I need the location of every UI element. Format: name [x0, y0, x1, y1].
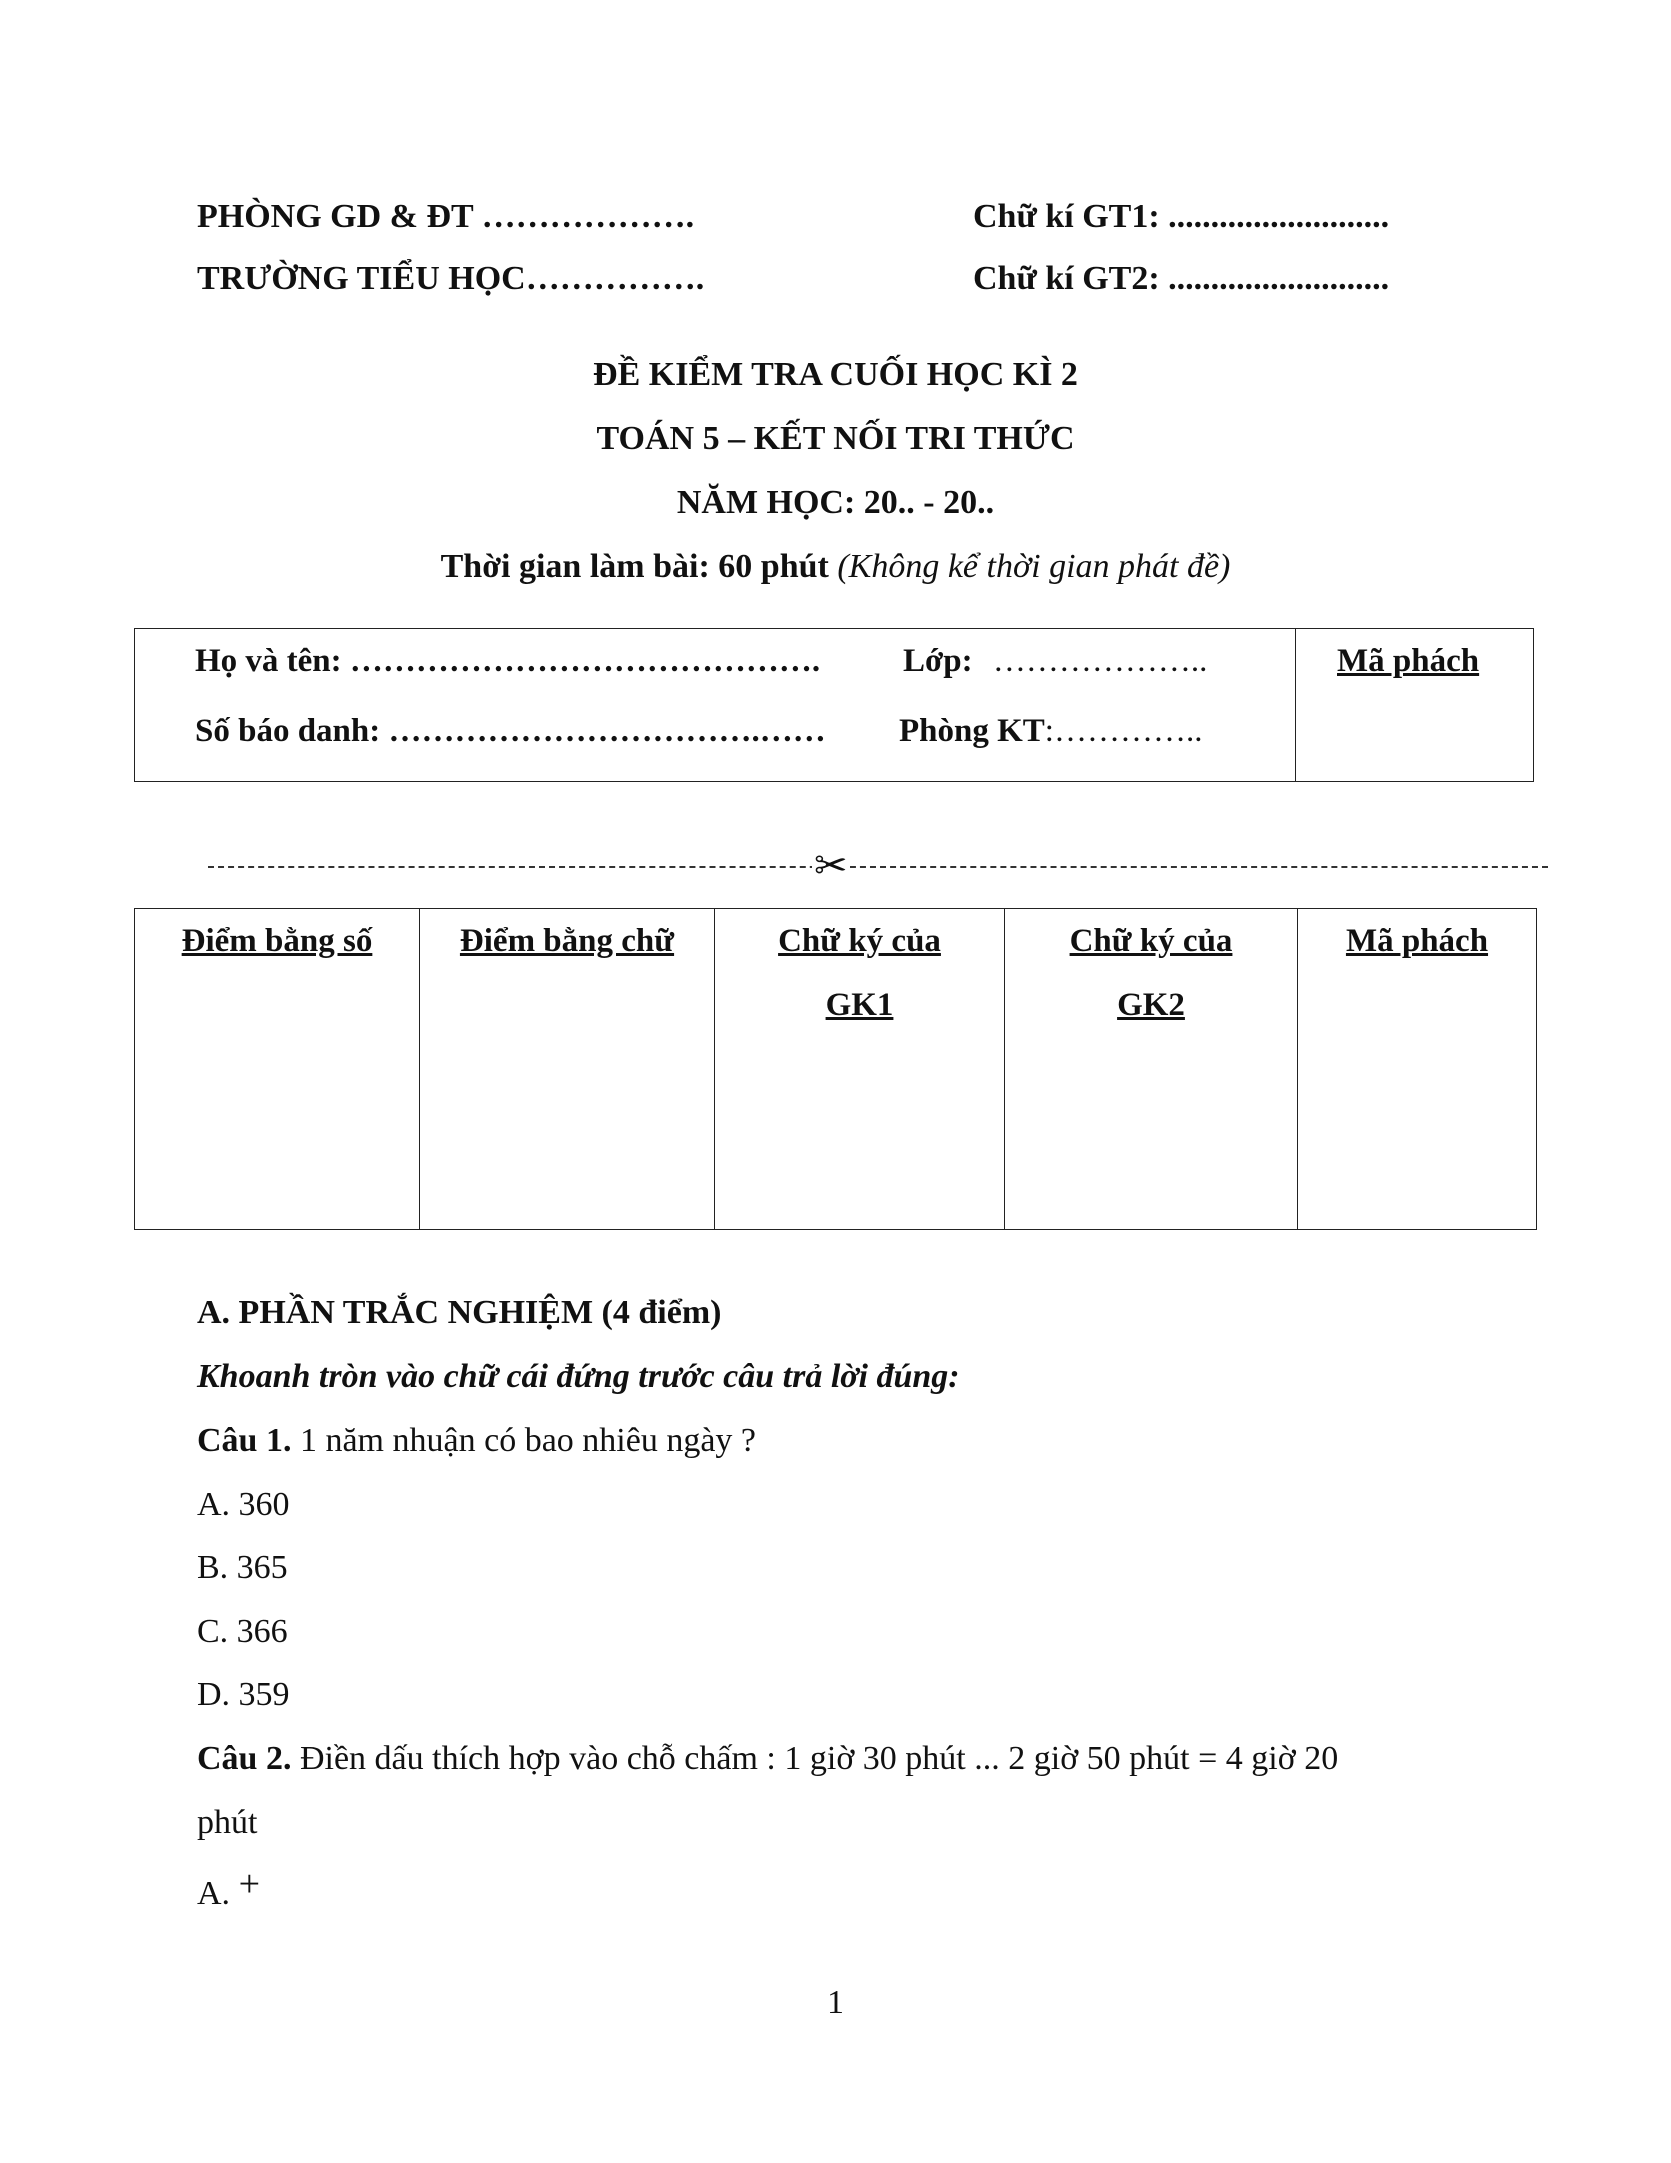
score-number-cell[interactable]	[135, 909, 420, 1230]
header-department: PHÒNG GD & ĐT ……………….	[197, 198, 695, 235]
gk2-header-line2: GK2	[1117, 987, 1185, 1023]
q1-option-d[interactable]: D. 359	[197, 1676, 290, 1713]
exam-time-note: (Không kể thời gian phát đề)	[837, 548, 1231, 585]
ma-phach-cell[interactable]	[1298, 909, 1537, 1230]
cut-line	[208, 866, 1548, 870]
header-gt1-signature: Chữ kí GT1: ..........................	[973, 198, 1390, 235]
grading-table	[134, 908, 1537, 1230]
exam-year: NĂM HỌC: 20.. - 20..	[676, 484, 995, 521]
q1-option-a[interactable]: A. 360	[197, 1486, 290, 1523]
student-class-label: Lớp:	[903, 643, 973, 679]
gk1-header-line2: GK1	[825, 987, 894, 1023]
header-gt2-signature: Chữ kí GT2: ..........................	[973, 260, 1390, 297]
exam-room-dots: :…………..	[1044, 713, 1203, 749]
question-2-text-continued: phút	[197, 1804, 258, 1841]
score-words-cell[interactable]	[420, 909, 715, 1230]
page-number: 1	[827, 1984, 844, 2021]
exam-time	[0, 548, 1671, 586]
exam-title: ĐỀ KIỂM TRA CUỐI HỌC KÌ 2	[593, 356, 1078, 393]
scissors-icon: ✂	[814, 843, 848, 888]
question-2	[197, 1740, 1338, 1778]
score-number-header: Điểm bằng số	[181, 923, 373, 959]
ma-phach-header: Mã phách	[1345, 923, 1489, 959]
exam-subject: TOÁN 5 – KẾT NỐI TRI THỨC	[596, 420, 1075, 457]
ma-phach-label: Mã phách	[1337, 643, 1480, 679]
student-class-dots: ………………..	[992, 643, 1208, 679]
plus-icon: +	[238, 1863, 260, 1905]
exam-room-label: Phòng KT	[899, 713, 1045, 749]
q1-option-b[interactable]: B. 365	[197, 1549, 288, 1586]
gk2-header-line1: Chữ ký của	[1069, 923, 1233, 959]
gk1-signature-cell[interactable]	[715, 909, 1005, 1230]
section-a-heading: A. PHẦN TRẮC NGHIỆM (4 điểm)	[197, 1294, 722, 1331]
student-class-field[interactable]	[903, 643, 1207, 680]
question-1-text: 1 năm nhuận có bao nhiêu ngày ?	[299, 1422, 756, 1459]
section-a-instruction: Khoanh tròn vào chữ cái đứng trước câu trả lời đúng:	[197, 1358, 960, 1395]
q2-option-a[interactable]	[197, 1863, 260, 1914]
question-1-label: Câu 1.	[197, 1422, 292, 1459]
student-name-field[interactable]: Họ và tên: …………………………………….	[195, 643, 821, 679]
q2-option-a-prefix: A.	[197, 1875, 231, 1912]
gk1-header-line1: Chữ ký của	[778, 923, 941, 959]
header-school: TRƯỜNG TIỂU HỌC…………….	[197, 260, 705, 297]
gk2-signature-cell[interactable]	[1005, 909, 1298, 1230]
student-number-field[interactable]: Số báo danh: …………………………….……	[195, 713, 826, 749]
score-words-header: Điểm bằng chữ	[459, 923, 675, 959]
question-1	[197, 1422, 756, 1460]
question-2-text: Điền dấu thích hợp vào chỗ chấm : 1 giờ 30 phút ... 2 giờ 50 phút = 4 giờ 20	[299, 1740, 1339, 1777]
student-info-box	[134, 628, 1534, 782]
exam-room-field[interactable]	[899, 713, 1202, 750]
info-box-divider	[1295, 629, 1296, 781]
q1-option-c[interactable]: C. 366	[197, 1613, 288, 1650]
question-2-label: Câu 2.	[197, 1740, 292, 1777]
exam-time-bold: Thời gian làm bài: 60 phút	[440, 548, 829, 585]
